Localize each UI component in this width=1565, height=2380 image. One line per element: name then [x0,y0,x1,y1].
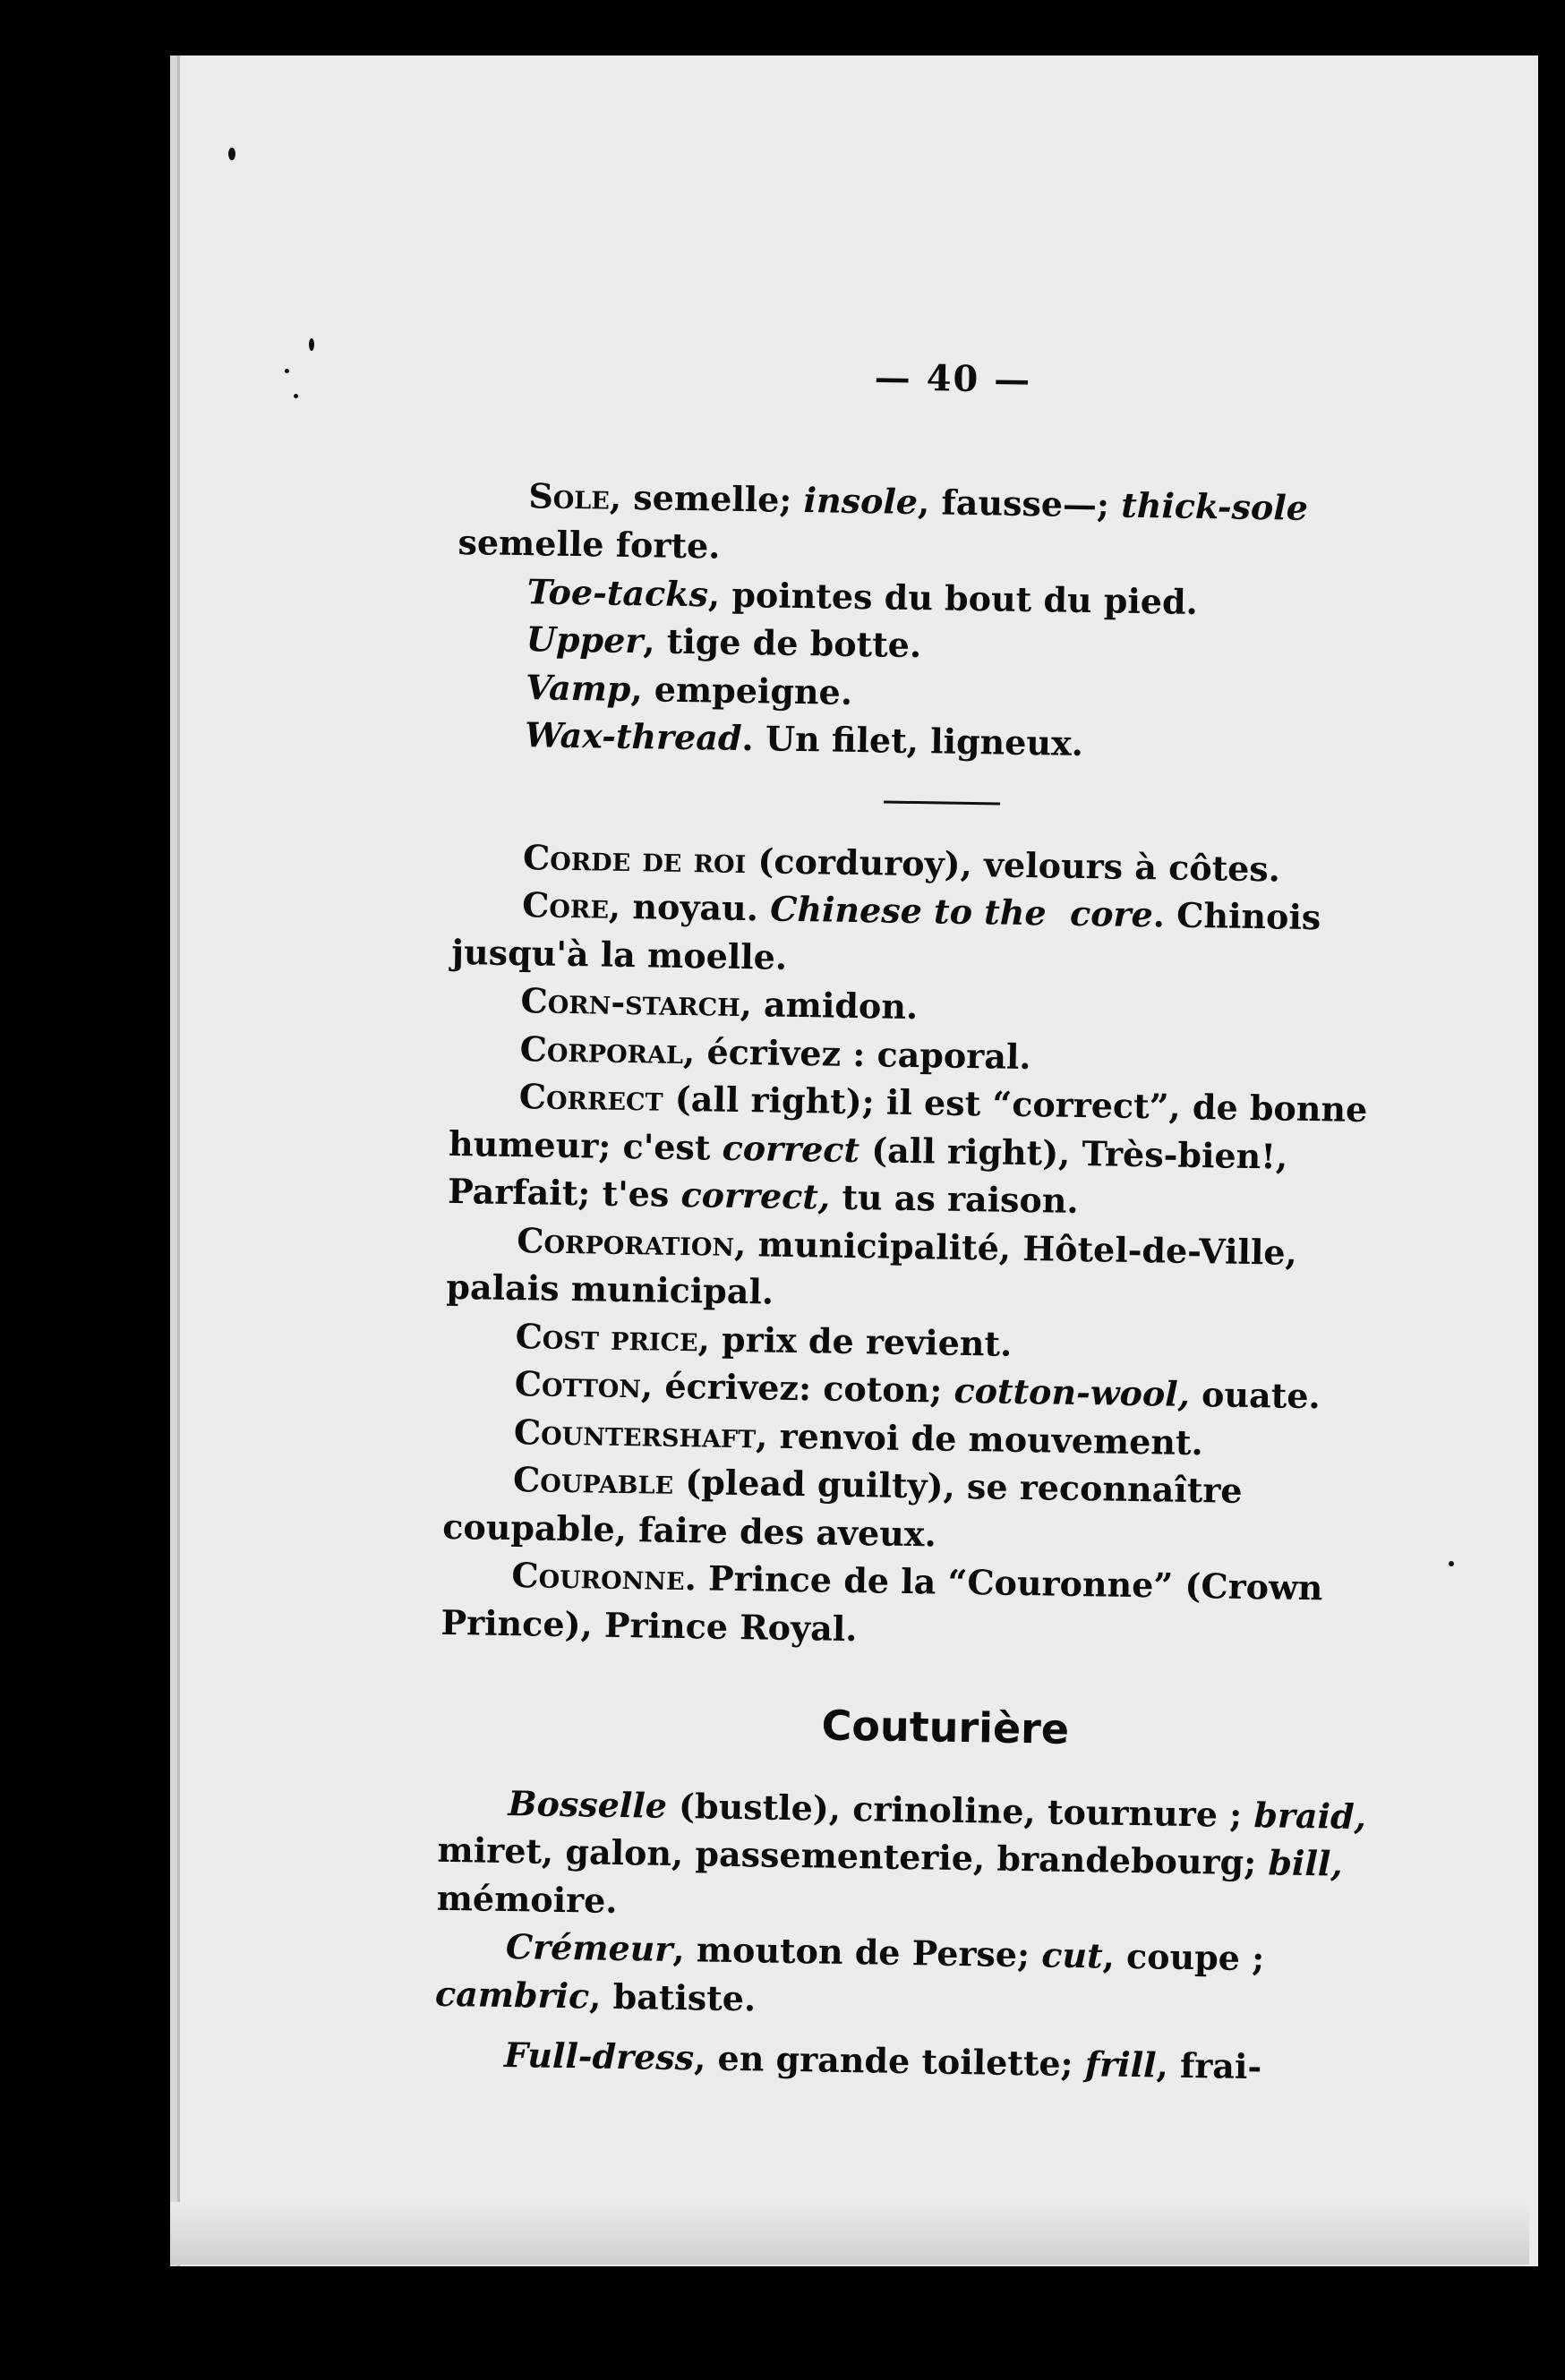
entry-bosselle [436,1778,1396,1936]
entry-term: Corporation [516,1219,735,1264]
entry-italic: bill, [1268,1842,1343,1884]
entry-text: , frai- [1156,2044,1262,2087]
entry-coupable [442,1454,1402,1565]
entry-term: Cost price [515,1315,699,1359]
entry-text: , écrivez: coton; [640,1365,954,1411]
entry-term: Sole [528,474,611,517]
entry-text: , renvoi de mouvement. [755,1414,1204,1463]
entry-text: , en grande toilette; [693,2037,1086,2085]
entry-text: semelle forte. [458,521,721,567]
entries-block-1 [455,470,1417,772]
entry-text: . Chinois jusqu'à la moelle. [451,894,1321,977]
entry-text: , pointes du bout du pied. [707,573,1199,622]
entry-italic: Crémeur [505,1926,673,1969]
entry-text: (plead guilty), se reconnaître coupable, faire des aveux. [441,1461,1243,1554]
entry-italic: cotton-wool, [954,1369,1191,1414]
entry-term: Correct [518,1076,664,1119]
speck [228,148,235,160]
entry-text: , noyau. [608,885,771,929]
entry-italic: thick-sole [1120,484,1309,528]
entry-text: ouate. [1189,1373,1321,1417]
entry-italic: Wax-thread [524,714,742,758]
entry-text: , tige de botte. [643,620,922,666]
section-divider [884,800,1000,805]
entry-italic: insole [803,479,919,522]
entry-italic: Full-dress [503,2034,695,2078]
entry-italic: Toe-tacks [526,570,709,614]
speck [285,369,289,373]
entry-term: Cotton [514,1363,642,1406]
entry-term: Coupable [512,1459,674,1502]
entry-text: , fausse—; [917,481,1122,525]
entry-term: Countershaft [513,1411,757,1455]
entry-text: , mouton de Perse; [672,1928,1042,1975]
entry-italic: Vamp [525,666,631,709]
entry-text: (bustle), crinoline, tournure ; [666,1785,1254,1835]
entry-text: , coupe ; [1102,1935,1265,1979]
entry-cremeur [435,1922,1395,2033]
entry-italic: cut [1040,1934,1103,1976]
page-bottom-shadow [170,2202,1529,2265]
entry-italic: correct [722,1127,860,1170]
section-title: Couturière [821,1701,1070,1753]
entry-italic: frill [1084,2043,1157,2086]
entry-italic: cambric [434,1973,590,2016]
entry-term: Corde de roi [522,836,747,881]
entry-text: , amidon. [740,983,919,1028]
entry-text: , écrivez : caporal. [682,1030,1031,1077]
entry-text: , municipalité, Hôtel-de-Ville, palais municipal. [446,1223,1298,1312]
entries-block-3 [434,1778,1397,2093]
entry-term: Corporal [519,1028,684,1071]
page-text [434,347,1419,2093]
entry-text: . Un filet, ligneux. [741,717,1084,763]
entry-text: , semelle; [609,476,804,520]
entry-text: , prix de revient. [697,1318,1013,1364]
entry-term: Core [521,884,610,926]
entries-block-2 [440,832,1411,1660]
entry-italic: braid, [1253,1794,1367,1837]
entry-term: Couronne [511,1555,686,1599]
speck [294,394,298,398]
entry-text: , batiste. [588,1975,757,2018]
speck [1449,1561,1454,1566]
entry-text: (all right); il est “correct”, de bonne humeur; c'est [448,1078,1368,1168]
entry-italic: Chinese to the core [769,888,1154,935]
page-number: — 40 — [874,356,1032,402]
entry-text: miret, galon, passementerie, brandebourg; [437,1829,1269,1883]
entry-sole [458,470,1417,581]
speck [309,338,314,351]
entry-text: (corduroy), velours à côtes. [745,840,1281,889]
entry-italic: Bosselle [508,1782,668,1826]
entry-core [451,880,1411,991]
entry-text: , empeigne. [630,668,853,712]
entry-corporation [446,1215,1406,1326]
entry-couronne [440,1550,1400,1661]
entry-italic: correct, [680,1173,831,1217]
entry-text: tu as raison. [829,1176,1080,1221]
entry-term: Corn-starch [520,980,741,1024]
entry-correct [448,1071,1407,1230]
entry-italic: Upper [526,618,644,661]
entry-text: mémoire. [436,1877,618,1921]
binding-edge [177,55,180,2266]
entry-text: (all right), Très-bien!, Parfait; t'es [447,1129,1288,1215]
entry-text: . Prince de la “Couronne” (Crown Prince), Prince Royal. [440,1557,1323,1649]
